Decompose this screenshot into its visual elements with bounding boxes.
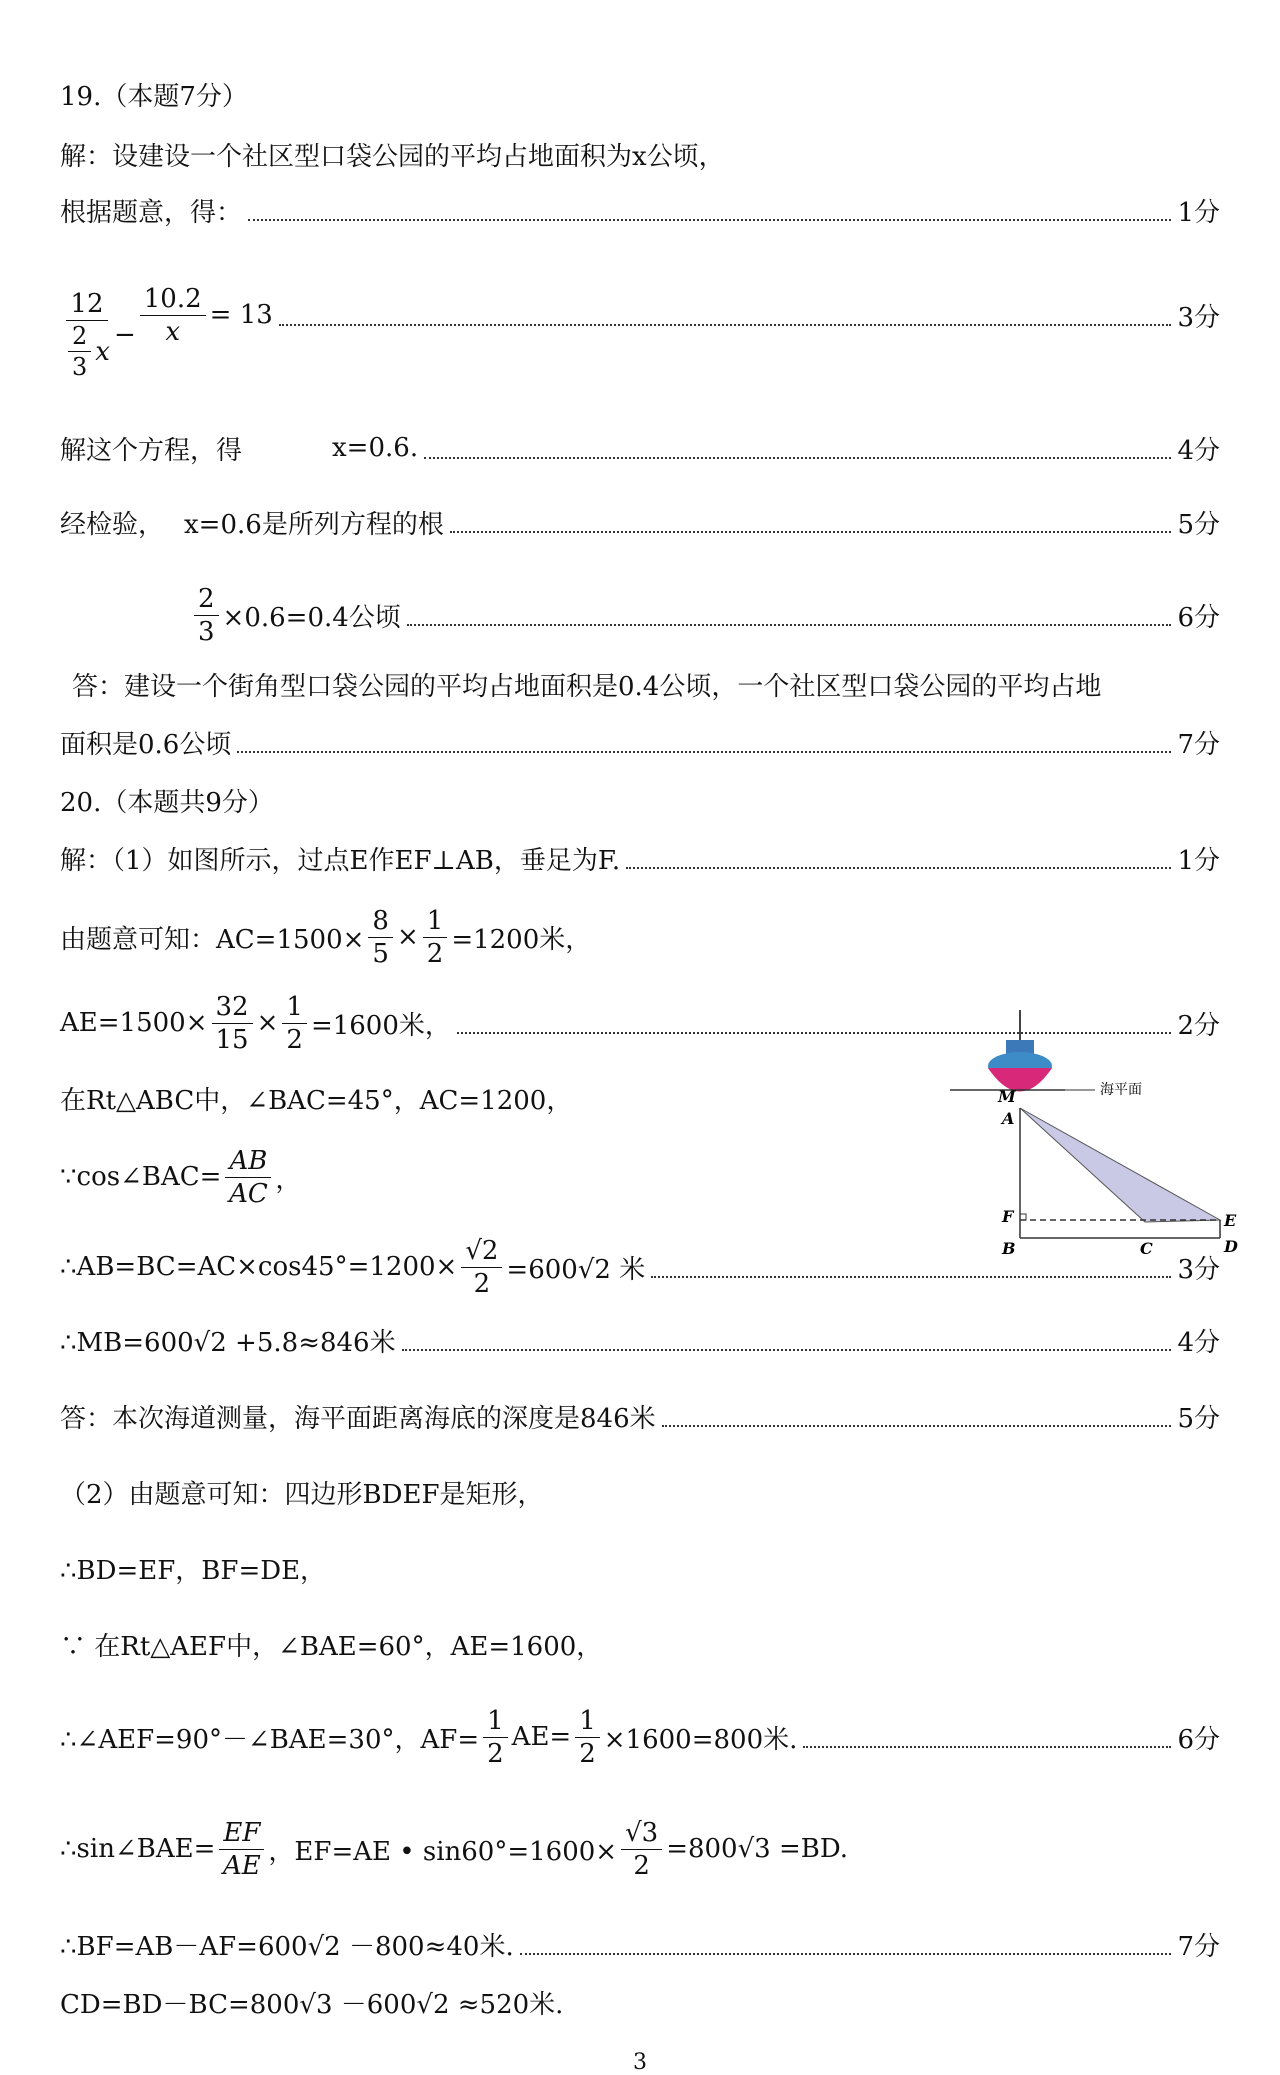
q20-cd: CD=BD－BC=800√3 －600√2 ≈520米. (60, 1989, 564, 2020)
q20-part2: （2）由题意可知：四边形BDEF是矩形， (60, 1479, 544, 1510)
page-number: 3 (633, 2050, 647, 2075)
q20-answer1: 答：本次海道测量，海平面距离海底的深度是846米 5分 (60, 1403, 1220, 1434)
triangle-ace (1020, 1108, 1220, 1222)
q19-setup: 解：设建设一个社区型口袋公园的平均占地面积为x公顷， (60, 141, 725, 172)
ship-cabin (1006, 1040, 1034, 1054)
q20-rt-aef: ∵ 在Rt△AEF中，∠BAE=60°，AE=1600， (60, 1631, 603, 1662)
fraction-10-2-over-x: $\frac{10.2}{x}$ (140, 286, 206, 345)
label-d: D (1224, 1237, 1238, 1256)
label-a: A (1002, 1109, 1015, 1128)
q19-title: 19.（本题7分） (60, 81, 248, 112)
q19-answer-line2: 面积是0.6公顷 7分 (60, 729, 1220, 760)
fraction-12-over-2-3-x: 12 $\frac{2}{3}$ x (64, 291, 110, 379)
right-angle-mark (1020, 1214, 1026, 1220)
q19-answer-line1: 答：建设一个街角型口袋公园的平均占地面积是0.4公顷，一个社区型口袋公园的平均占地 (72, 671, 1102, 702)
q20-bf: ∴BF=AB－AF=600√2 －800≈40米. 7分 (60, 1931, 1220, 1962)
label-b: B (1002, 1239, 1016, 1258)
label-c: C (1140, 1239, 1153, 1258)
q20-cos: ∵cos∠BAC= $\frac{AB}{AC}$ ， (60, 1145, 302, 1209)
q20-mb: ∴MB=600√2 +5.8≈846米 4分 (60, 1327, 1220, 1358)
q20-rt-abc: 在Rt△ABC中，∠BAC=45°，AC=1200， (60, 1085, 573, 1116)
sea-depth-figure (940, 1000, 1240, 1270)
q20-line1: 解：（1）如图所示，过点E作EF⊥AB，垂足为F. 1分 (60, 845, 1220, 876)
label-e: E (1224, 1211, 1237, 1230)
q20-title: 20.（本题共9分） (60, 787, 274, 818)
sea-level-label: 海平面 (1100, 1082, 1142, 1098)
label-f: F (1002, 1207, 1014, 1226)
q19-solve: 解这个方程，得 x=0.6. 4分 (60, 433, 1220, 466)
q20-sin: ∴sin∠BAE= $\frac{EF}{AE}$ ，EF=AE • sin60°=1600× $\frac{√3}{2}$ =800√3 =BD. (60, 1817, 849, 1881)
score: 1分 (1177, 197, 1220, 228)
q19-check: 经检验， x=0.6是所列方程的根 5分 (60, 509, 1220, 540)
q20-af: ∴∠AEF=90°－∠BAE=30°，AF= $\frac{1}{2}$ AE= $\frac{1}{2}$ ×1600=800米. 6分 (60, 1705, 1220, 1769)
q19-equation: 12 $\frac{2}{3}$ x − $\frac{10.2}{x}$ = 13 3分 (60, 280, 1220, 390)
q19-calc: $\frac{2}{3}$ ×0.6=0.4公顷 6分 (60, 580, 1220, 650)
q20-bd-ef: ∴BD=EF，BF=DE， (60, 1555, 327, 1586)
q20-ae: AE=1500× $\frac{32}{15}$ × $\frac{1}{2}$ =1600米， 2分 (60, 991, 1220, 1055)
q19-equation-intro: 根据题意，得： 1分 (60, 190, 1220, 230)
label-m: M (998, 1087, 1016, 1106)
q20-ab-bc: ∴AB=BC=AC×cos45°=1200× $\frac{√2}{2}$ =600√2 米 3分 (60, 1235, 1220, 1299)
q20-ac: 由题意可知：AC=1500× $\frac{8}{5}$ × $\frac{1}{2}$ =1200米， (60, 905, 592, 969)
